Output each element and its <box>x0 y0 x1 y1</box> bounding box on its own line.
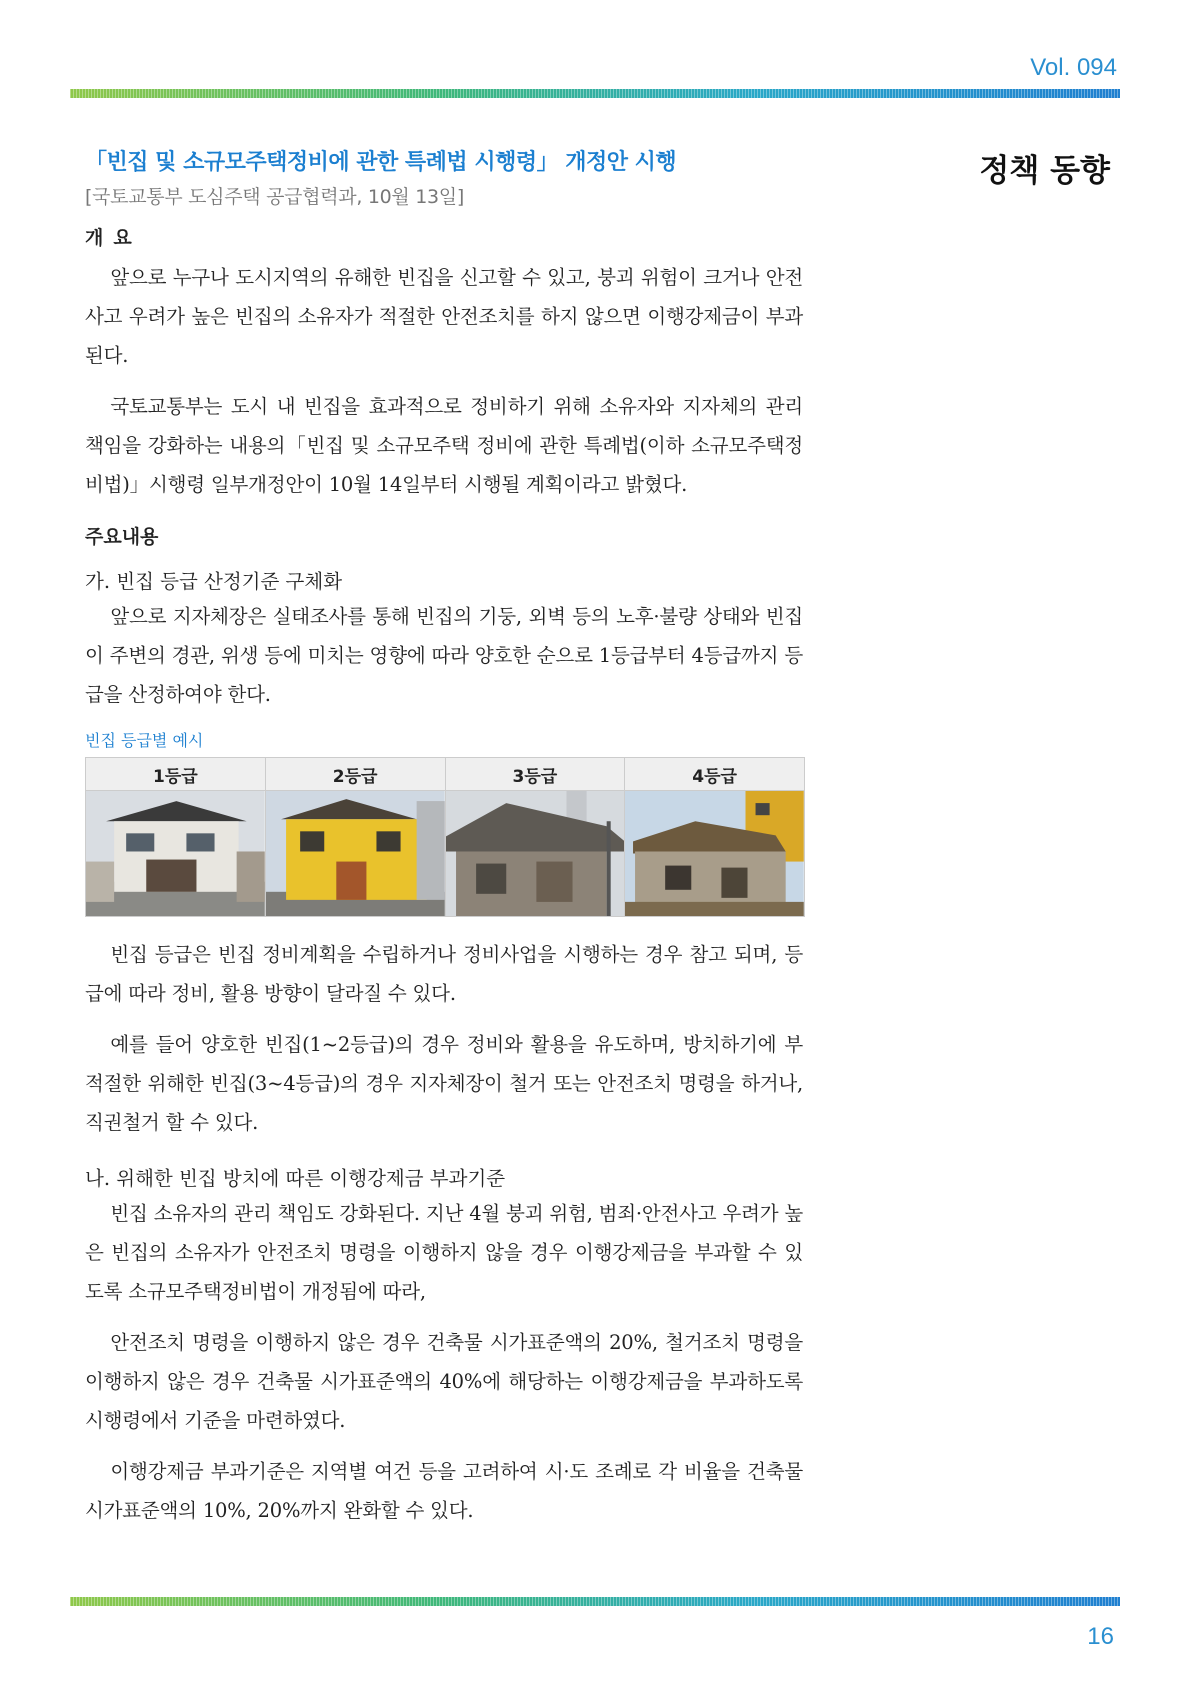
section-b-title: 나. 위해한 빈집 방치에 따른 이행강제금 부과기준 <box>85 1167 506 1190</box>
grade-4-house-photo <box>625 791 804 916</box>
grade-1-house-photo <box>86 791 265 916</box>
section-b-paragraph: 안전조치 명령을 이행하지 않은 경우 건축물 시가표준액의 20%, 철거조치 명령을 이행하지 않은 경우 건축물 시가표준액의 40%에 해당하는 이행강제금을 부과하도록 시행령에서 기준을 마련하였다. <box>85 1331 803 1432</box>
overview-paragraph: 앞으로 누구나 도시지역의 유해한 빈집을 신고할 수 있고, 붕괴 위험이 크거나 안전사고 우려가 높은 빈집의 소유자가 적절한 안전조치를 하지 않으면 이행강제금이 부과된다. <box>85 266 803 367</box>
article-source: [국토교통부 도심주택 공급협력과, 10월 13일] <box>85 186 464 208</box>
article-title: 「빈집 및 소규모주택정비에 관한 특례법 시행령」 개정안 시행 <box>85 150 677 175</box>
section-a-paragraph: 빈집 등급은 빈집 정비계획을 수립하거나 정비사업을 시행하는 경우 참고 되며, 등급에 따라 정비, 활용 방향이 달라질 수 있다. <box>85 943 803 1005</box>
volume-label: Vol. 094 <box>1030 54 1117 81</box>
section-label: 정책 동향 <box>979 153 1110 189</box>
article <box>85 145 803 1530</box>
grade-3-house-photo <box>446 791 625 916</box>
figure-caption: 빈집 등급별 예시 <box>85 731 204 750</box>
section-a-paragraph: 예를 들어 양호한 빈집(1~2등급)의 경우 정비와 활용을 유도하며, 방치하기에 부적절한 위해한 빈집(3~4등급)의 경우 지자체장이 철거 또는 안전조치 명령을 하거나, 직권철거 할 수 있다. <box>85 1033 803 1134</box>
grade-4-column <box>625 758 804 916</box>
footer-divider <box>70 1597 1120 1606</box>
grade-figure <box>85 757 805 917</box>
grade-1-column <box>86 758 266 916</box>
grade-3-column <box>446 758 626 916</box>
header-divider <box>70 89 1120 98</box>
grade-2-column <box>266 758 446 916</box>
overview-paragraph: 국토교통부는 도시 내 빈집을 효과적으로 정비하기 위해 소유자와 지자체의 관리 책임을 강화하는 내용의「빈집 및 소규모주택 정비에 관한 특례법(이하 소규모주택정비법)」시행령 일부개정안이 10월 14일부터 시행될 계획이라고 밝혔다. <box>85 395 803 496</box>
grade-label: 1등급 <box>86 758 265 791</box>
grade-label: 3등급 <box>446 758 625 791</box>
grade-label: 2등급 <box>266 758 445 791</box>
section-a-title: 가. 빈집 등급 산정기준 구체화 <box>85 570 343 593</box>
grade-2-house-photo <box>266 791 445 916</box>
section-b-paragraph: 빈집 소유자의 관리 책임도 강화된다. 지난 4월 붕괴 위험, 범죄·안전사고 우려가 높은 빈집의 소유자가 안전조치 명령을 이행하지 않을 경우 이행강제금을 부과할 수 있도록 소규모주택정비법이 개정됨에 따라, <box>85 1202 803 1303</box>
main-heading: 주요내용 <box>85 526 159 548</box>
overview-heading: 개요 <box>85 227 142 249</box>
section-a-paragraph: 앞으로 지자체장은 실태조사를 통해 빈집의 기둥, 외벽 등의 노후·불량 상태와 빈집이 주변의 경관, 위생 등에 미치는 영향에 따라 양호한 순으로 1등급부터 4등급까지 등급을 산정하여야 한다. <box>85 605 803 706</box>
section-b-paragraph: 이행강제금 부과기준은 지역별 여건 등을 고려하여 시·도 조례로 각 비율을 건축물 시가표준액의 10%, 20%까지 완화할 수 있다. <box>85 1460 803 1522</box>
page-number: 16 <box>1087 1623 1114 1650</box>
grade-label: 4등급 <box>625 758 804 791</box>
